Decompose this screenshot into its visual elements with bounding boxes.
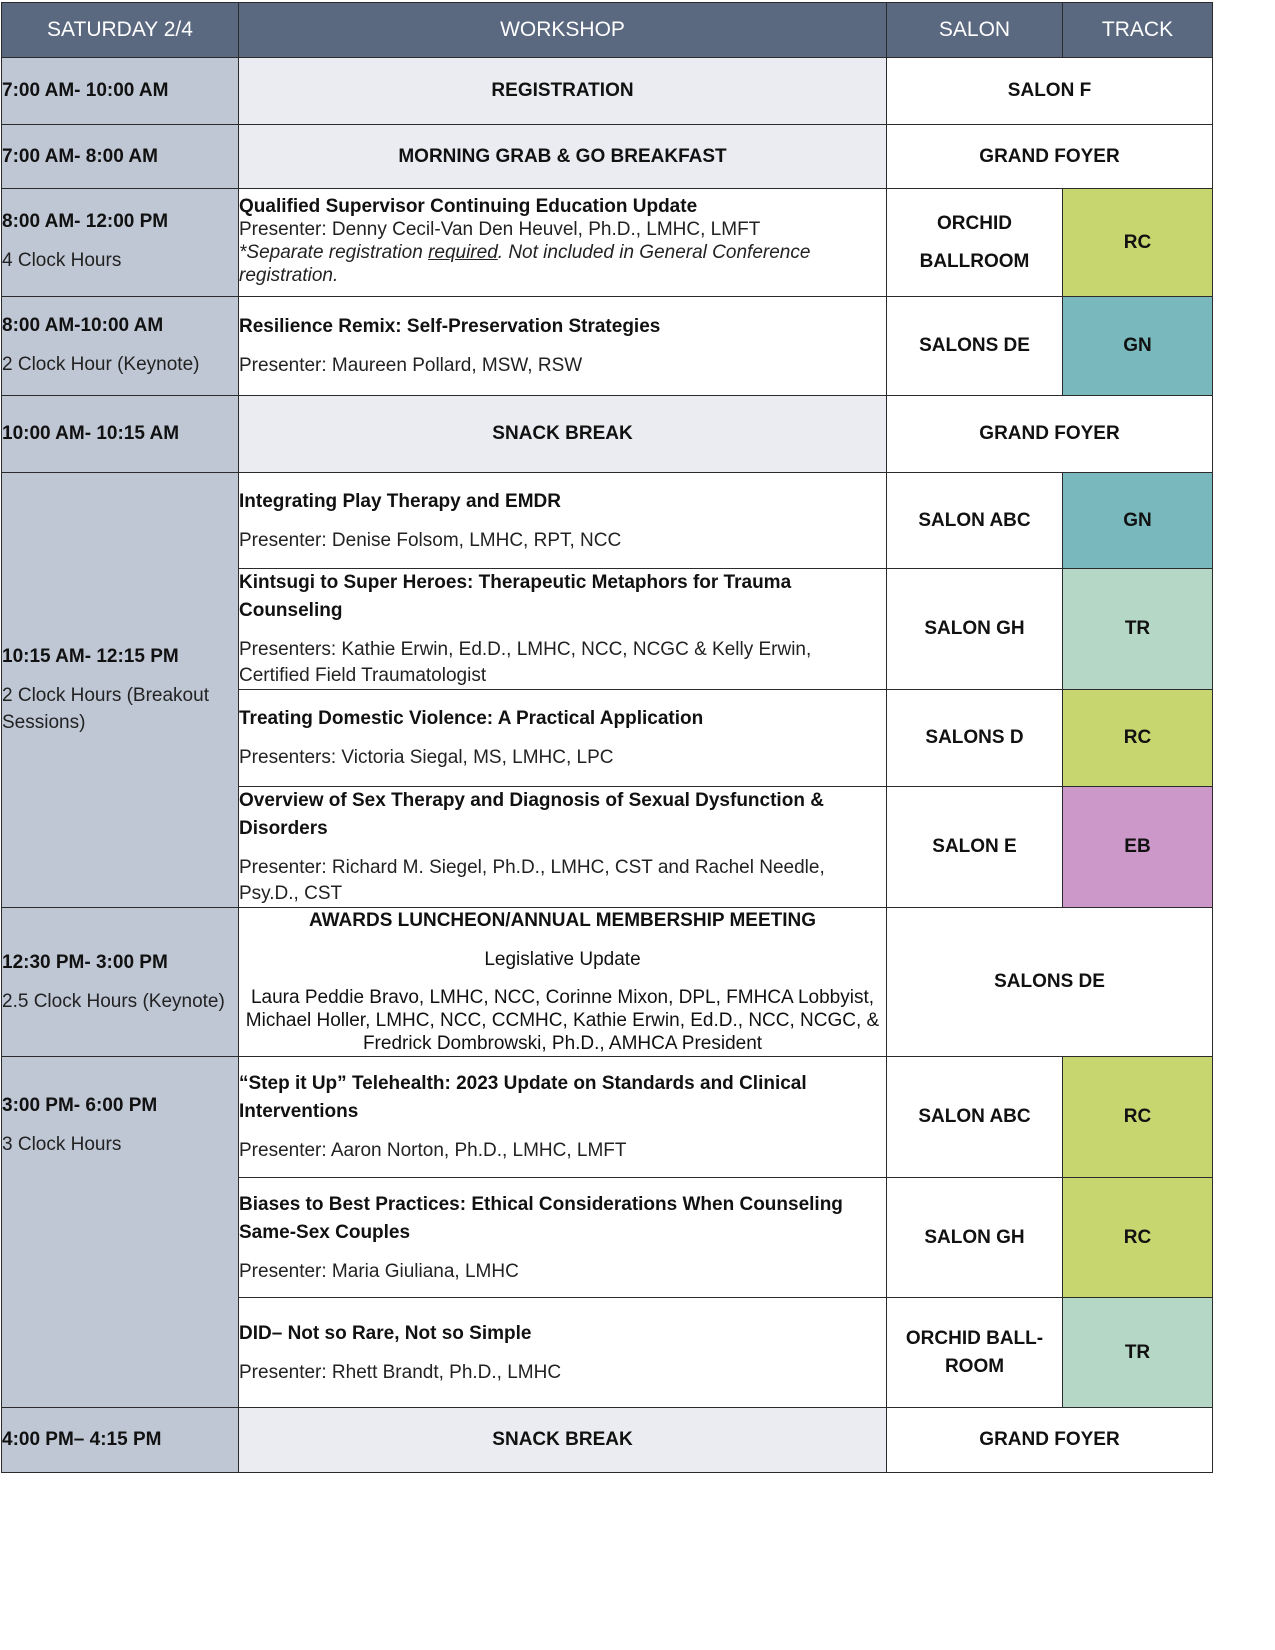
- luncheon-cell: [239, 908, 887, 1057]
- workshop-cell: [239, 189, 887, 297]
- row-breakfast: [2, 125, 1213, 189]
- track-badge: GN: [1063, 297, 1213, 396]
- salon-cell: GRAND FOYER: [887, 125, 1213, 189]
- luncheon-presenters: Laura Peddie Bravo, LMHC, NCC, Corinne Mixon, DPL, FMHCA Lobbyist, Michael Holler, LMHC, NCC, CCMHC, Kathie Erwin, Ed.D., NCC, NCGC, & Fredrick Dombrowski, Ph.D., AMHCA President: [245, 986, 880, 1054]
- time-label: 8:00 AM- 12:00 PM: [2, 211, 169, 232]
- time-cell: [2, 1057, 239, 1408]
- workshop-title: Integrating Play Therapy and EMDR: [239, 490, 561, 512]
- event-title: REGISTRATION: [239, 58, 887, 125]
- time-cell: [2, 189, 239, 297]
- workshop-cell: [239, 473, 887, 569]
- workshop-title: Treating Domestic Violence: A Practical Application: [239, 708, 704, 729]
- workshop-presenter: Presenter: Denise Folsom, LMHC, RPT, NCC: [239, 529, 622, 551]
- schedule-table: [1, 2, 1213, 1473]
- note-emphasis: required: [428, 242, 498, 263]
- event-title: SNACK BREAK: [239, 396, 887, 473]
- header-workshop: WORKSHOP: [239, 3, 887, 58]
- salon-cell: GRAND FOYER: [887, 1408, 1213, 1473]
- salon-line: BALLROOM: [919, 250, 1030, 272]
- luncheon-title: AWARDS LUNCHEON/ANNUAL MEMBERSHIP MEETING: [308, 909, 817, 931]
- row-registration: [2, 58, 1213, 125]
- workshop-cell: [239, 1298, 887, 1408]
- salon-cell: GRAND FOYER: [887, 396, 1213, 473]
- clock-hours: 2 Clock Hours (Breakout Sessions): [2, 685, 209, 733]
- workshop-title: “Step it Up” Telehealth: 2023 Update on Standards and Clinical Interventions: [239, 1073, 807, 1122]
- track-badge: GN: [1063, 473, 1213, 569]
- row-snack-break: [2, 396, 1213, 473]
- time-label: 3:00 PM- 6:00 PM: [2, 1095, 158, 1116]
- row-resilience: [2, 297, 1213, 396]
- salon-cell: SALONS DE: [887, 297, 1063, 396]
- time-cell: [2, 473, 239, 908]
- header-track: TRACK: [1063, 3, 1213, 58]
- time-label: 8:00 AM-10:00 AM: [2, 314, 164, 336]
- event-title: SNACK BREAK: [239, 1408, 887, 1473]
- workshop-title: DID– Not so Rare, Not so Simple: [239, 1322, 532, 1344]
- salon-cell: [887, 1298, 1063, 1408]
- time-cell: [2, 125, 239, 189]
- salon-line: ORCHID BALL-: [905, 1327, 1044, 1349]
- workshop-title: Resilience Remix: Self-Preservation Strategies: [239, 316, 661, 337]
- clock-hours: 3 Clock Hours: [2, 1134, 122, 1155]
- salon-cell: SALON GH: [887, 1178, 1063, 1298]
- workshop-cell: [239, 1057, 887, 1178]
- salon-line: ROOM: [944, 1355, 1005, 1377]
- track-badge: RC: [1063, 690, 1213, 787]
- time-label: 12:30 PM- 3:00 PM: [2, 951, 168, 973]
- row-supervisor: [2, 189, 1213, 297]
- row-afternoon-1: [2, 1057, 1213, 1178]
- time-label: 7:00 AM- 8:00 AM: [2, 145, 158, 167]
- workshop-presenter: Presenter: Maria Giuliana, LMHC: [239, 1260, 519, 1282]
- track-badge: TR: [1063, 569, 1213, 690]
- workshop-presenter: Presenters: Victoria Siegal, MS, LMHC, LPC: [239, 747, 614, 768]
- salon-cell: SALON F: [887, 58, 1213, 125]
- workshop-cell: [239, 787, 887, 908]
- salon-cell: SALON E: [887, 787, 1063, 908]
- track-badge: RC: [1063, 189, 1213, 297]
- workshop-title: Kintsugi to Super Heroes: Therapeutic Metaphors for Trauma Counseling: [239, 572, 792, 621]
- note-text: . Not included in General Conference registration.: [239, 242, 811, 286]
- row-luncheon: [2, 908, 1213, 1057]
- time-label: 4:00 PM– 4:15 PM: [2, 1429, 162, 1450]
- header-salon: SALON: [887, 3, 1063, 58]
- workshop-presenter: Presenters: Kathie Erwin, Ed.D., LMHC, NCC, NCGC & Kelly Erwin, Certified Field Traumatologist: [239, 639, 812, 686]
- time-cell: [2, 396, 239, 473]
- clock-hours: 4 Clock Hours: [2, 250, 122, 271]
- header-row: [2, 3, 1213, 58]
- clock-hours: 2 Clock Hour (Keynote): [2, 353, 200, 375]
- note-text: *Separate registration: [239, 242, 429, 263]
- clock-hours: 2.5 Clock Hours (Keynote): [2, 990, 225, 1012]
- workshop-presenter: Presenter: Richard M. Siegel, Ph.D., LMHC, CST and Rachel Needle, Psy.D., CST: [239, 857, 825, 904]
- time-cell: [2, 58, 239, 125]
- time-cell: [2, 908, 239, 1057]
- salon-cell: SALON GH: [887, 569, 1063, 690]
- workshop-cell: [239, 1178, 887, 1298]
- time-cell: [2, 1408, 239, 1473]
- time-cell: [2, 297, 239, 396]
- salon-line: ORCHID: [937, 212, 1012, 234]
- time-label: 7:00 AM- 10:00 AM: [2, 80, 169, 101]
- workshop-cell: [239, 569, 887, 690]
- track-badge: EB: [1063, 787, 1213, 908]
- header-day: SATURDAY 2/4: [2, 3, 239, 58]
- workshop-title: Biases to Best Practices: Ethical Considerations When Counseling Same-Sex Couples: [239, 1193, 843, 1243]
- luncheon-subtitle: Legislative Update: [484, 948, 641, 970]
- salon-cell: SALON ABC: [887, 473, 1063, 569]
- registration-note: [239, 241, 886, 287]
- track-badge: RC: [1063, 1178, 1213, 1298]
- workshop-title: Qualified Supervisor Continuing Education Update: [239, 196, 698, 217]
- workshop-presenter: Presenter: Aaron Norton, Ph.D., LMHC, LMFT: [239, 1140, 627, 1161]
- row-breakout-1: [2, 473, 1213, 569]
- workshop-cell: [239, 297, 887, 396]
- workshop-presenter: Presenter: Rhett Brandt, Ph.D., LMHC: [239, 1361, 562, 1383]
- track-badge: TR: [1063, 1298, 1213, 1408]
- workshop-presenter: Presenter: Denny Cecil-Van Den Heuvel, Ph.D., LMHC, LMFT: [239, 219, 761, 240]
- salon-cell: SALON ABC: [887, 1057, 1063, 1178]
- time-label: 10:00 AM- 10:15 AM: [2, 423, 180, 444]
- time-label: 10:15 AM- 12:15 PM: [2, 646, 179, 667]
- row-snack-break: [2, 1408, 1213, 1473]
- event-title: MORNING GRAB & GO BREAKFAST: [239, 125, 887, 189]
- workshop-title: Overview of Sex Therapy and Diagnosis of Sexual Dysfunction & Disorders: [239, 790, 824, 839]
- workshop-cell: [239, 690, 887, 787]
- salon-cell: SALONS D: [887, 690, 1063, 787]
- salon-cell: [887, 189, 1063, 297]
- track-badge: RC: [1063, 1057, 1213, 1178]
- salon-cell: SALONS DE: [887, 908, 1213, 1057]
- workshop-presenter: Presenter: Maureen Pollard, MSW, RSW: [239, 355, 583, 376]
